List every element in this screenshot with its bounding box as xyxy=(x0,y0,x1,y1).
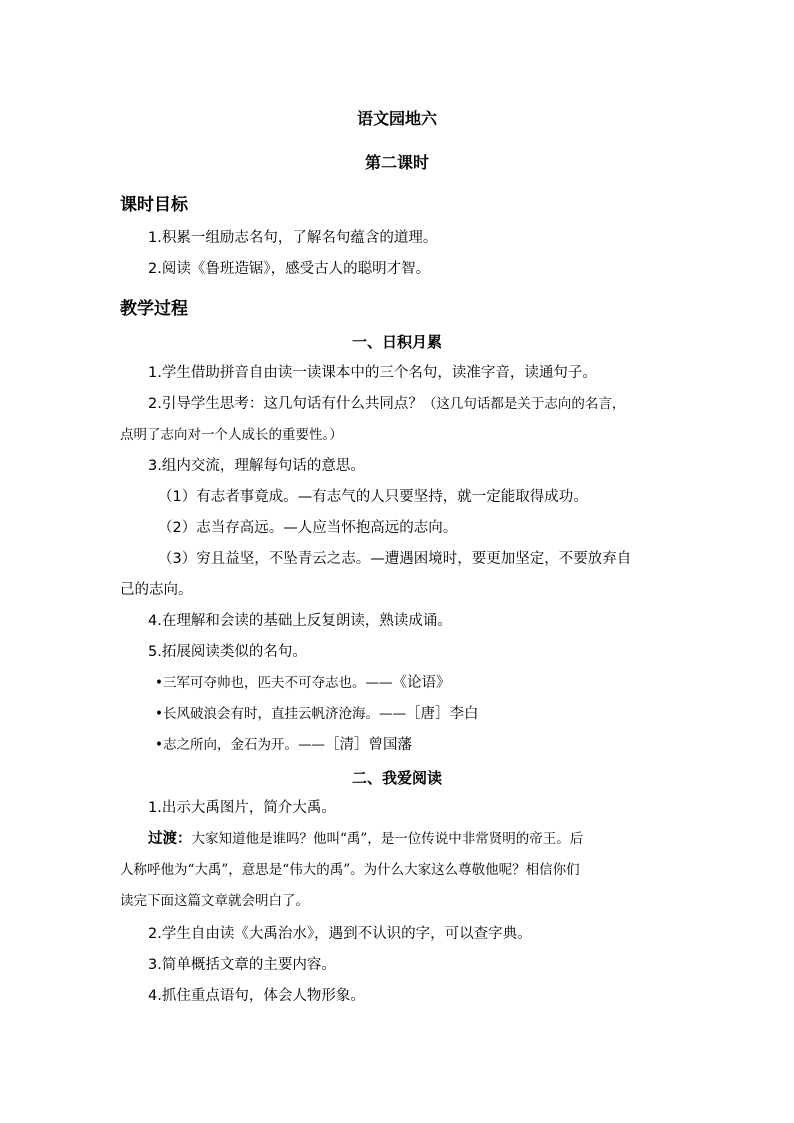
step-1-5: 5.拓展阅读类似的名句。 xyxy=(148,644,307,660)
quote-1-text: •三军可夺帅也，匹夫不可夺志也。—— xyxy=(155,675,393,691)
page-title: 语文园地六 xyxy=(356,109,437,128)
goal-item-1: 1.积累一组励志名句，了解名句蕴含的道理。 xyxy=(148,230,438,246)
quote-3 xyxy=(155,735,412,755)
quote-1 xyxy=(155,673,450,693)
quote-3-source: ［清］曾国藩 xyxy=(324,737,412,753)
section-title-1: 一、日积月累 xyxy=(351,333,442,351)
step-1-1: 1.学生借助拼音自由读一读课本中的三个名句，读准字音，读通句子。 xyxy=(148,365,597,381)
sentence-3: （3）穷且益坚，不坠青云之志。—遭遇困境时，要更加坚定，不要放弃自 xyxy=(158,551,632,567)
step-1-2 xyxy=(148,394,625,414)
sentence-3-cont: 己的志向。 xyxy=(120,582,193,598)
step-1-2-note: （这几句话都是关于志向的名言， xyxy=(422,396,626,412)
quote-2 xyxy=(155,704,478,724)
quote-1-source: 《论语》 xyxy=(392,675,451,691)
sentence-1: （1）有志者事竟成。—有志气的人只要坚持，就一定能取得成功。 xyxy=(158,489,588,505)
quote-3-text: •志之所向，金石为开。—— xyxy=(155,737,325,753)
transition-paragraph xyxy=(148,829,583,849)
quote-2-text: •长风破浪会有时，直挂云帆济沧海。—— xyxy=(155,706,406,722)
step-2-3: 3.简单概括文章的主要内容。 xyxy=(148,957,336,973)
step-2-4: 4.抓住重点语句，体会人物形象。 xyxy=(148,988,365,1004)
step-2-2: 2.学生自由读《大禹治水》，遇到不认识的字，可以查字典。 xyxy=(148,926,532,942)
step-1-4: 4.在理解和会读的基础上反复朗读，熟读成诵。 xyxy=(148,613,452,629)
step-1-2-question: 2.引导学生思考：这几句话有什么共同点？ xyxy=(148,396,423,412)
page-subtitle: 第二课时 xyxy=(364,153,429,172)
goals-heading: 课时目标 xyxy=(120,195,188,215)
transition-label: 过渡： xyxy=(148,831,192,847)
transition-text-cont-2: 读完下面这篇文章就会明白了。 xyxy=(120,893,309,909)
section-title-2: 二、我爱阅读 xyxy=(351,769,442,787)
process-heading: 教学过程 xyxy=(120,299,188,319)
goal-item-2: 2.阅读《鲁班造锯》，感受古人的聪明才智。 xyxy=(148,261,431,277)
transition-text: 大家知道他是谁吗？他叫“禹”，是一位传说中非常贤明的帝王。后 xyxy=(191,831,584,847)
transition-text-cont-1: 人称呼他为“大禹”，意思是“伟大的禹”。为什么大家这么尊敬他呢？相信你们 xyxy=(120,862,580,878)
quote-2-source: ［唐］李白 xyxy=(405,706,479,722)
step-1-3: 3.组内交流，理解每句话的意思。 xyxy=(148,458,365,474)
sentence-2: （2）志当存高远。—人应当怀抱高远的志向。 xyxy=(158,520,458,536)
step-1-2-note-cont: 点明了志向对一个人成长的重要性。） xyxy=(120,427,343,443)
step-2-1: 1.出示大禹图片，简介大禹。 xyxy=(148,800,336,816)
